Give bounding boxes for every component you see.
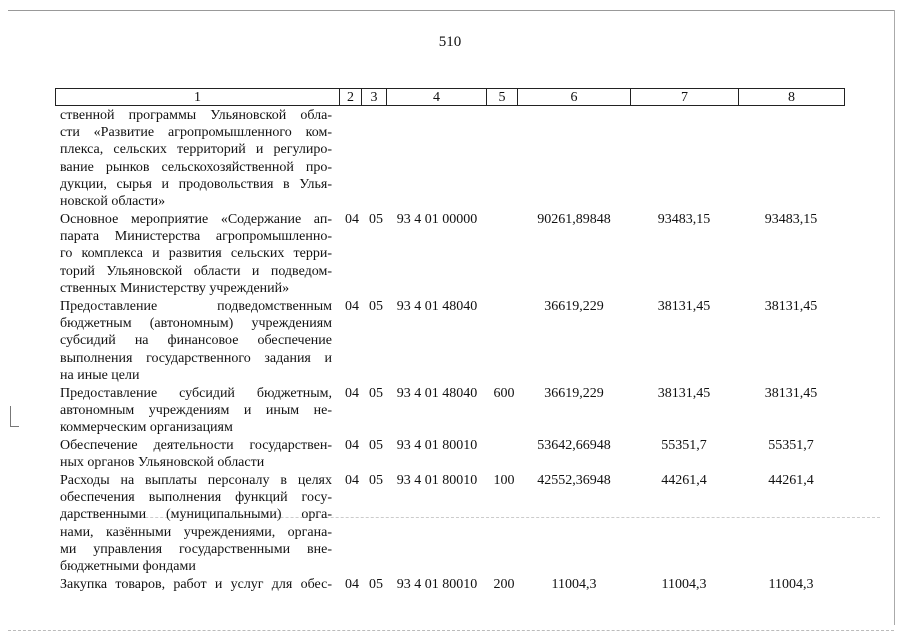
- cell-section: 04: [345, 438, 359, 453]
- description-line: на иные цели: [60, 367, 140, 383]
- header-col-2: 2: [339, 88, 362, 106]
- cell-amount-col6: 36619,229: [544, 299, 604, 314]
- cell-section: 04: [345, 386, 359, 401]
- description-line: ственной программы Ульяновской обла-: [60, 108, 332, 123]
- description-line: ных органов Ульяновской области: [60, 455, 265, 471]
- description-line: дарственными (муниципальными) орга-: [60, 507, 332, 523]
- description-line: ми управления государственными вне-: [60, 541, 332, 557]
- header-col-8: 8: [738, 88, 845, 106]
- row-description: [60, 385, 332, 437]
- description-line: парата Министерства агропромышленно-: [60, 229, 332, 245]
- description-line: обеспечения выполнения функций госу-: [60, 490, 332, 506]
- cell-expense-type: 200: [493, 577, 515, 592]
- description-line: нами, казёнными учреждениями, органа-: [60, 524, 332, 540]
- description-line: выполнения государственного задания и: [60, 350, 332, 366]
- header-col-5: 5: [486, 88, 518, 106]
- cell-amount-col8: 38131,45: [764, 386, 818, 401]
- page-number: 510: [438, 34, 462, 50]
- cell-amount-col7: 38131,45: [657, 386, 711, 401]
- cell-amount-col8: 44261,4: [768, 473, 814, 488]
- cell-section: 04: [345, 577, 359, 592]
- cell-target-code: 93 4 01 80010: [396, 473, 478, 488]
- description-line: Закупка товаров, работ и услуг для обес-: [60, 577, 332, 592]
- description-line: новской области»: [60, 193, 166, 209]
- description-line: коммерческим организациям: [60, 420, 233, 436]
- description-line: торий Ульяновской области и подведом-: [60, 263, 332, 279]
- description-line: ственных Министерству учреждений»: [60, 280, 290, 296]
- cell-amount-col7: 93483,15: [657, 212, 711, 227]
- cell-section: 04: [345, 212, 359, 227]
- cell-target-code: 93 4 01 80010: [396, 438, 478, 453]
- cell-amount-col6: 53642,66948: [537, 438, 611, 453]
- cell-amount-col6: 90261,89848: [537, 212, 611, 227]
- header-col-1: 1: [55, 88, 340, 106]
- row-description: [60, 576, 332, 593]
- row-description: [60, 437, 332, 471]
- cell-subsection: 05: [369, 577, 383, 592]
- cell-amount-col7: 55351,7: [661, 438, 707, 453]
- cell-target-code: 93 4 01 80010: [396, 577, 478, 592]
- description-line: дукции, сырья и продовольствия в Улья-: [60, 176, 332, 192]
- description-line: вание рынков сельскохозяйственной про-: [60, 159, 332, 175]
- cell-section: 04: [345, 473, 359, 488]
- cell-target-code: 93 4 01 48040: [396, 299, 478, 314]
- cell-subsection: 05: [369, 299, 383, 314]
- description-line: Расходы на выплаты персоналу в целях: [60, 473, 332, 488]
- cell-subsection: 05: [369, 438, 383, 453]
- cell-expense-type: 100: [493, 473, 515, 488]
- margin-mark: [10, 406, 19, 427]
- cell-subsection: 05: [369, 473, 383, 488]
- description-line: бюджетным (автономным) учреждениям: [60, 316, 332, 332]
- description-line: го комплекса и развития сельских терри-: [60, 246, 332, 262]
- cell-amount-col7: 38131,45: [657, 299, 711, 314]
- page-border-right: [894, 10, 895, 625]
- description-line: автономным учреждениям и иным не-: [60, 403, 332, 419]
- page-border-top: [8, 10, 894, 11]
- cell-amount-col6: 11004,3: [551, 577, 597, 592]
- cell-amount-col8: 55351,7: [768, 438, 814, 453]
- cell-subsection: 05: [369, 212, 383, 227]
- cell-subsection: 05: [369, 386, 383, 401]
- description-line: сти «Развитие агропромышленного ком-: [60, 125, 332, 141]
- row-description: [60, 298, 332, 384]
- cell-amount-col7: 44261,4: [661, 473, 707, 488]
- row-description: [60, 472, 332, 575]
- cell-amount-col8: 38131,45: [764, 299, 818, 314]
- header-col-7: 7: [630, 88, 739, 106]
- cell-amount-col6: 42552,36948: [537, 473, 611, 488]
- header-col-3: 3: [361, 88, 387, 106]
- cell-section: 04: [345, 299, 359, 314]
- description-line: Обеспечение деятельности государствен-: [60, 438, 332, 453]
- page-border-bottom: [8, 630, 894, 631]
- cell-target-code: 93 4 01 48040: [396, 386, 478, 401]
- description-line: Предоставление субсидий бюджетным,: [60, 386, 332, 401]
- cell-expense-type: 600: [493, 386, 515, 401]
- cell-amount-col8: 93483,15: [764, 212, 818, 227]
- cell-amount-col6: 36619,229: [544, 386, 604, 401]
- header-col-6: 6: [517, 88, 631, 106]
- description-line: Основное мероприятие «Содержание ап-: [60, 212, 332, 227]
- description-line: субсидий на финансовое обеспечение: [60, 333, 332, 349]
- cell-amount-col8: 11004,3: [768, 577, 814, 592]
- description-line: Предоставление подведомственным: [60, 299, 332, 314]
- row-description: [60, 211, 332, 297]
- cell-amount-col7: 11004,3: [661, 577, 707, 592]
- description-line: плекса, сельских территорий и регулиро-: [60, 142, 332, 158]
- description-line: бюджетными фондами: [60, 558, 196, 574]
- header-col-4: 4: [386, 88, 487, 106]
- cell-target-code: 93 4 01 00000: [396, 212, 478, 227]
- row-description: [60, 107, 332, 210]
